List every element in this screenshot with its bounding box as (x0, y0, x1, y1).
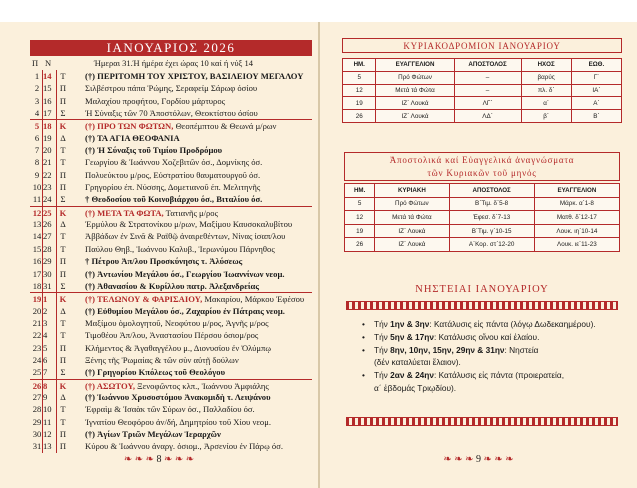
row-feast-main: Ἰγνατίου Θεοφόρου ἀν/δή, Δημητρίου τοῦ Χίου νεομ. (85, 416, 271, 427)
row-old-date: 6 (43, 354, 48, 365)
calendar-row (30, 193, 312, 205)
table-cell: Μετά τά Φώτα (375, 211, 449, 225)
col-header-p: Π (32, 58, 39, 68)
row-old-date: 8 (43, 380, 48, 391)
row-old-date: 26 (43, 219, 52, 230)
fasting-text: : Κατάλυσις εἰς πάντα (λόγῳ Δωδεκαημέρου). (429, 319, 596, 329)
row-feast (85, 416, 312, 428)
row-feast (85, 305, 312, 317)
table-cell: Μάρκ. α΄1-8 (534, 197, 619, 211)
row-weekday: Κ (59, 380, 67, 391)
row-feast-rest: Ξενοφῶντος κλπ., Ἰωάννου Ἀμφιάλης (135, 380, 269, 391)
row-new-date: 22 (32, 330, 42, 341)
row-feast-main: (†) Ἡ Σύναξις τοῦ Τιμίου Προδρόμου (85, 145, 223, 156)
row-feast-main: (†) Ἀθανασίου & Κυρίλλου πατρ. Ἀλεξανδρείας (85, 280, 259, 291)
table-cell: Λουκ. ιε΄11-23 (534, 238, 619, 252)
row-feast-rest: Γεωργίου Ἰωαννίνων νεομ. (183, 268, 285, 279)
row-feast-main: (†) ΜΕΤΑ ΤΑ ΦΩΤΑ, (85, 207, 164, 218)
calendar-row (30, 95, 312, 107)
table-row (343, 97, 622, 110)
row-feast (85, 380, 312, 391)
row-feast-main: (†) Ἰωάννου Χρυσοστόμου Ἀνακομιδὴ τ. Λειψάνου (85, 391, 271, 402)
fasting-continuation: (δέν καταλύεται ἔλαιον). (374, 357, 461, 368)
row-old-date: 5 (43, 342, 48, 353)
row-feast (85, 181, 312, 193)
row-feast-rest: Ζαχαρίου ἐν Πάτραις νεομ. (183, 305, 285, 316)
table-row (343, 110, 622, 123)
row-old-date: 2 (43, 305, 48, 316)
calendar-row (30, 144, 312, 156)
row-old-date: 12 (43, 428, 52, 439)
row-feast (85, 193, 312, 205)
readings-title (344, 152, 620, 181)
row-new-date: 12 (32, 207, 42, 218)
row-new-date: 19 (32, 294, 42, 305)
row-new-date: 27 (32, 391, 42, 402)
row-old-date: 27 (43, 231, 52, 242)
row-feast (85, 268, 312, 280)
row-old-date: 3 (43, 317, 48, 328)
calendar-header (30, 57, 312, 69)
row-old-date: 14 (43, 71, 52, 81)
row-weekday: Κ (59, 121, 67, 132)
table-header-cell: ΑΠΟΣΤΟΛΟΣ (454, 59, 521, 72)
fasting-prefix: Τήν (374, 344, 391, 355)
calendar-row (30, 280, 312, 292)
table-row (345, 197, 620, 211)
row-feast-rest: Θεοπέμπτου & Θεωνά μ/ρων (173, 121, 277, 132)
table-row (343, 84, 622, 97)
row-feast (85, 342, 312, 354)
calendar-row (30, 305, 312, 317)
table-header-cell: ΗΧΟΣ (521, 59, 571, 72)
table-cell: 12 (345, 211, 375, 225)
row-feast (85, 70, 312, 82)
ornament-left-2: ❧ ❧ ❧ (164, 454, 195, 465)
row-weekday: Κ (59, 294, 67, 305)
month-title: ΙΑΝΟΥΑΡΙΟΣ 2026 (30, 40, 312, 56)
calendar-row (30, 440, 312, 452)
row-feast-main: Κύρου & Ἰωάννου ἀναργ. ὁσιομ., Ἀρσενίου ἐν Πάρῳ όσ. (85, 441, 283, 452)
row-weekday: Τ (60, 416, 66, 427)
row-new-date: 24 (32, 354, 42, 365)
row-new-date: 25 (32, 367, 42, 378)
row-old-date: 22 (43, 169, 52, 180)
table-cell: 26 (343, 110, 376, 123)
calendar-row (30, 70, 312, 82)
ornament-left: ❧ ❧ ❧ (123, 454, 154, 465)
fasting-days: 1ην & 3ην (390, 319, 430, 329)
table-header-cell: ΑΠΟΣΤΟΛΟΣ (449, 184, 534, 198)
row-weekday: Δ (60, 391, 66, 402)
calendar-row (30, 354, 312, 366)
ornament-border-bottom (346, 417, 618, 426)
row-feast (85, 403, 312, 415)
table-row (345, 211, 620, 225)
table-header-row (345, 184, 620, 198)
row-weekday: Τ (60, 157, 66, 168)
row-feast-main: Γεωργίου & Ἰωάννου Χοζεβιτῶν όσ., Δομνίκης όσ. (85, 157, 263, 168)
row-old-date: 16 (43, 95, 52, 106)
row-feast-main: (†) ΑΣΩΤΟΥ, (85, 380, 136, 391)
table-cell: Πρό Φώτων (376, 71, 454, 84)
table-cell: 12 (343, 84, 376, 97)
table-cell: Μετά τά Φώτα (376, 84, 454, 97)
row-feast-main: Σιλβέστρου πάπα Ῥώμης, Σεραφείμ Σάρωφ όσίου (85, 83, 258, 94)
row-feast (85, 391, 312, 403)
row-feast-main: Μαξίμου ὁμολογητοῦ, Νεοφύτου μ/ρος, Ἀγνῆς μ/ρος (85, 317, 269, 328)
calendar-row (30, 342, 312, 354)
row-old-date: 31 (43, 280, 52, 291)
row-new-date: 1 (34, 71, 40, 81)
calendar-row (30, 292, 312, 304)
calendar-row (30, 132, 312, 144)
row-new-date: 28 (32, 404, 42, 415)
row-old-date: 13 (43, 441, 52, 452)
row-feast-rest: Βιταλίου όσ. (214, 194, 263, 205)
row-new-date: 30 (32, 428, 42, 439)
fasting-days: 8ην, 10ην, 15ην, 29ην & 31ην (390, 344, 505, 355)
table-cell: ΙΑ΄ (571, 84, 621, 97)
row-new-date: 20 (32, 305, 42, 316)
table-cell: ΙΖ΄ Λουκά (376, 97, 454, 110)
row-weekday: Π (59, 95, 67, 106)
table-cell: – (454, 71, 521, 84)
row-weekday: Σ (60, 367, 66, 378)
table-header-cell: ΕΥΑΓΓΕΛΙΟΝ (376, 59, 454, 72)
table-cell: Ἐφεσ. δ΄7-13 (449, 211, 534, 225)
table-row (345, 238, 620, 252)
bullet-icon: • (362, 319, 365, 329)
row-old-date: 17 (43, 108, 52, 119)
calendar-row (30, 268, 312, 280)
fasting-item (362, 344, 624, 370)
row-new-date: 6 (34, 132, 40, 143)
calendar-row (30, 255, 312, 267)
row-feast-main: Ἑρμύλου & Στρατονίκου μ/ρων, Μαξίμου Καυσοκαλυβίτου (85, 219, 293, 230)
row-feast-main: (†) ΠΕΡΙΤΟΜΗ ΤΟΥ ΧΡΙΣΤΟΥ, ΒΑΣΙΛΕΙΟΥ ΜΕΓΑΛΟΥ (85, 71, 304, 81)
row-old-date: 7 (43, 367, 48, 378)
table-cell: βαρύς (521, 71, 571, 84)
row-weekday: Τ (60, 404, 66, 415)
table-cell: 19 (345, 224, 375, 238)
ornament-border-top (346, 301, 618, 310)
row-feast-main: Ξένης τῆς Ῥωμαίας & τῶν σὺν αὐτῇ δούλων (85, 354, 239, 365)
calendar-row (30, 206, 312, 218)
row-weekday: Δ (60, 132, 66, 143)
row-feast-main: Κλήμεντος & Ἀγαθαγγέλου μ., Διονυσίου ἐν Ὀλύμπῳ (85, 342, 272, 353)
row-feast-main: Παύλου Θηβ., Ἰωάννου Καλυβ., Ἱερωνύμου Πάρνηθος (85, 243, 275, 254)
row-new-date: 15 (32, 243, 42, 254)
row-feast-main: (†) Γρηγορίου Κπόλεως τοῦ Θεολόγου (85, 367, 226, 378)
row-feast-main: (†) ΤΕΛΩΝΟΥ & ΦΑΡΙΣΑΙΟΥ, (85, 294, 203, 305)
row-weekday: Δ (60, 305, 66, 316)
readings-title-line2: τῶν Κυριακῶν τοῦ μηνός (427, 168, 537, 178)
calendar-row (30, 366, 312, 378)
row-feast (85, 156, 312, 168)
row-weekday: Τ (60, 317, 66, 328)
row-feast (85, 329, 312, 341)
row-feast-rest: Μακαρίου, Μάρκου Ἐφέσου (202, 294, 305, 305)
table-header-cell: ΕΥΑΓΓΕΛΙΟΝ (534, 184, 619, 198)
row-new-date: 23 (32, 342, 42, 353)
readings-title-line1: Ἀποστολικά καί Εὐαγγελικά ἀναγνώσματα (389, 155, 575, 165)
row-new-date: 8 (34, 157, 40, 168)
row-feast (85, 293, 312, 304)
row-weekday: Τ (60, 145, 66, 156)
table-cell: ΛΔ΄ (454, 110, 521, 123)
row-feast-main: † Πέτρου Ἀπ/λου Προσκύνησις τ. Ἁλύσεως (85, 256, 243, 267)
row-old-date: 19 (43, 132, 52, 143)
row-new-date: 11 (32, 194, 42, 205)
table-cell: ΛΓ΄ (454, 97, 521, 110)
fasting-prefix: Τήν (374, 370, 391, 381)
calendar-row (30, 218, 312, 230)
row-old-date: 9 (43, 391, 48, 402)
row-feast (85, 428, 312, 440)
readings-table (344, 183, 620, 252)
table-cell: 19 (343, 97, 376, 110)
row-old-date: 11 (43, 416, 52, 427)
table-cell: Β΄ (571, 110, 621, 123)
fasting-continuation: α΄ ἑβδομάς Τριῳδίου). (374, 382, 457, 393)
row-feast (85, 243, 312, 255)
row-new-date: 14 (32, 231, 42, 242)
row-feast-rest: Τατιανῆς μ/ρος (163, 207, 219, 218)
table-cell: β΄ (521, 110, 571, 123)
row-old-date: 1 (43, 294, 48, 305)
row-feast-main: (†) Ἀντωνίου Μεγάλου όσ., (85, 268, 184, 279)
table-cell: πλ. δ΄ (521, 84, 571, 97)
table-header-row (343, 59, 622, 72)
row-feast-main: Μαλαχίου προφήτου, Γορδίου μάρτυρος (85, 95, 226, 106)
ornament-right-2: ❧ ❧ ❧ (483, 454, 514, 465)
row-feast-main: Ἡ Σύναξις τῶν 70 Ἀποστόλων, Θεοκτίστου όσίου (85, 108, 258, 119)
row-new-date: 31 (32, 441, 42, 452)
table-cell: Πρό Φώτων (375, 197, 449, 211)
row-new-date: 7 (34, 145, 40, 156)
row-feast-main: Γρηγορίου έπ. Νύσσης, Δομετιανοῦ έπ. Μελιτηνῆς (85, 182, 261, 193)
row-feast (85, 230, 312, 242)
row-weekday: Δ (60, 219, 66, 230)
row-new-date: 21 (32, 317, 42, 328)
row-weekday: Τ (60, 231, 66, 242)
row-weekday: Π (59, 342, 67, 353)
row-weekday: Π (59, 169, 67, 180)
row-feast (85, 366, 312, 378)
row-new-date: 18 (32, 280, 42, 291)
row-new-date: 10 (32, 182, 42, 193)
table-header-cell: ΕΩΘ. (571, 59, 621, 72)
row-feast (85, 132, 312, 144)
row-feast-main: (†) Ἁγίων Τριῶν Μεγάλων Ἱεραρχῶν (85, 428, 221, 439)
fasting-text: : Κατάλυσις οἴνου καί ἐλαίου. (433, 331, 540, 342)
row-new-date: 4 (34, 108, 40, 119)
row-feast (85, 354, 312, 366)
fasting-list (362, 318, 624, 395)
fasting-text: : Νηστεία (504, 344, 539, 355)
table-cell: Α΄Κορ. στ΄12-20 (449, 238, 534, 252)
row-feast-main: (†) ΤΑ ΑΓΙΑ ΘΕΟΦΑΝΙΑ (85, 132, 180, 143)
row-old-date: 28 (43, 243, 52, 254)
row-weekday: Σ (60, 194, 66, 205)
table-cell: α΄ (521, 97, 571, 110)
row-feast-main: (†) ΠΡΟ ΤΩΝ ΦΩΤΩΝ, (85, 121, 174, 132)
row-weekday: Σ (60, 280, 66, 291)
row-old-date: 21 (43, 157, 52, 168)
kyriakodromion-table (342, 58, 622, 123)
row-weekday: Π (59, 441, 67, 452)
table-cell: – (454, 84, 521, 97)
table-cell: ΙΖ΄ Λουκά (376, 110, 454, 123)
table-cell: Α΄ (571, 97, 621, 110)
table-header-cell: ΚΥΡΙΑΚΗ (375, 184, 449, 198)
row-weekday: Π (59, 354, 67, 365)
table-cell: Ματθ. δ΄12-17 (534, 211, 619, 225)
fasting-title: ΝΗΣΤΕΙΑΙ ΙΑΝΟΥΑΡΙΟΥ (415, 284, 549, 295)
row-weekday: Π (59, 83, 67, 94)
fasting-text: : Κατάλυσις εἰς πάντα (προιερατεία, (433, 370, 564, 381)
table-cell: 5 (343, 71, 376, 84)
table-cell: ΙΖ΄ Λουκά (375, 238, 449, 252)
table-cell: Λουκ. ιη΄10-14 (534, 224, 619, 238)
row-weekday: Π (59, 428, 67, 439)
row-weekday: Τ (60, 71, 66, 81)
row-old-date: 29 (43, 256, 52, 267)
table-cell: Γ΄ (571, 71, 621, 84)
row-new-date: 5 (34, 121, 40, 132)
table-cell: Β΄Τιμ. γ΄10-15 (449, 224, 534, 238)
row-feast-main: † Θεοδοσίου τοῦ Κοινοβιάρχου όσ., (85, 194, 215, 205)
row-feast-main: (†) Εὐθυμίου Μεγάλου όσ., (85, 305, 184, 316)
row-feast (85, 107, 312, 119)
row-feast (85, 120, 312, 131)
table-cell: 26 (345, 238, 375, 252)
bullet-icon: • (362, 344, 365, 355)
footer-right (320, 454, 637, 465)
row-old-date: 20 (43, 145, 52, 156)
table-row (345, 224, 620, 238)
calendar-row (30, 403, 312, 415)
row-new-date: 16 (32, 256, 42, 267)
fasting-item (362, 318, 624, 331)
footer-left (0, 454, 318, 465)
calendar-row (30, 169, 312, 181)
row-old-date: 25 (43, 207, 52, 218)
row-new-date: 2 (34, 83, 40, 94)
row-feast (85, 317, 312, 329)
calendar-row (30, 329, 312, 341)
row-weekday: Π (59, 268, 67, 279)
kyriakodromion-title: ΚΥΡΙΑΚΟΔΡΟΜΙΟΝ ΙΑΝΟΥΑΡΙΟΥ (342, 38, 622, 53)
row-feast (85, 440, 312, 452)
fasting-item (362, 331, 624, 344)
table-cell: ΙΖ΄ Λουκά (375, 224, 449, 238)
fasting-prefix: Τήν (374, 331, 391, 342)
calendar-row (30, 379, 312, 391)
page-number-left: 8 (156, 454, 162, 465)
row-weekday: Σ (60, 108, 66, 119)
calendar-row (30, 416, 312, 428)
row-old-date: 30 (43, 268, 52, 279)
row-feast (85, 144, 312, 156)
row-weekday: Π (59, 182, 67, 193)
row-old-date: 18 (43, 121, 52, 132)
calendar-row (30, 119, 312, 131)
row-new-date: 29 (32, 416, 42, 427)
calendar-row (30, 230, 312, 242)
calendar-rows (30, 70, 312, 453)
calendar-row (30, 107, 312, 119)
calendar-row (30, 156, 312, 168)
table-header-cell: ΗΜ. (345, 184, 375, 198)
row-new-date: 26 (32, 380, 42, 391)
row-feast (85, 255, 312, 267)
row-old-date: 15 (43, 83, 52, 94)
calendar-row (30, 82, 312, 94)
fasting-item (362, 369, 624, 395)
calendar-row (30, 391, 312, 403)
row-feast (85, 218, 312, 230)
fasting-days: 2αν & 24ην (390, 370, 434, 381)
row-feast (85, 82, 312, 94)
row-weekday: Π (59, 256, 67, 267)
calendar-row (30, 181, 312, 193)
row-feast-main: Ἐφραὶμ & Ἰσαὰκ τῶν Σύρων όσ., Παλλαδίου όσ. (85, 404, 255, 415)
row-feast-main: Πολυεύκτου μ/ρος, Εὐστρατίου θαυματουργοῦ όσ. (85, 169, 261, 180)
row-feast (85, 95, 312, 107)
row-new-date: 3 (34, 95, 40, 106)
table-cell: 5 (345, 197, 375, 211)
row-feast (85, 207, 312, 218)
row-feast-main: Τιμοθέου Ἀπ/λου, Ἀναστασίου Πέρσου όσιομ/ρος (85, 330, 259, 341)
row-weekday: Τ (60, 243, 66, 254)
row-weekday: Κ (59, 207, 67, 218)
col-header-n: Ν (45, 58, 52, 68)
row-feast (85, 280, 312, 292)
calendar-row (30, 243, 312, 255)
table-header-cell: ΗΜ. (343, 59, 376, 72)
row-new-date: 13 (32, 219, 42, 230)
row-feast-main: Ἀββάδων ἐν Σινᾶ & Ραϊθῷ ἀναιρεθέντων, Νίνας ἰσαπ/λου (85, 231, 286, 242)
calendar-row (30, 317, 312, 329)
ornament-right: ❧ ❧ ❧ (443, 454, 474, 465)
calendar-row (30, 428, 312, 440)
row-feast (85, 169, 312, 181)
row-old-date: 4 (43, 330, 48, 341)
fasting-days: 5ην & 17ην (390, 331, 434, 342)
row-old-date: 10 (43, 404, 52, 415)
row-new-date: 17 (32, 268, 42, 279)
page-number-right: 9 (476, 454, 481, 465)
row-old-date: 23 (43, 182, 52, 193)
row-weekday: Τ (60, 330, 66, 341)
fasting-prefix: Τήν (374, 319, 391, 329)
bullet-icon: • (362, 331, 365, 342)
table-row (343, 71, 622, 84)
sun-info: Ήμεραι 31.Ή ήμέρα έχει ώρας 10 καί ή νύξ 14 (94, 58, 253, 68)
row-new-date: 9 (34, 169, 40, 180)
row-old-date: 24 (43, 194, 52, 205)
table-cell: Β΄Τιμ. δ΄5-8 (449, 197, 534, 211)
bullet-icon: • (362, 370, 365, 381)
